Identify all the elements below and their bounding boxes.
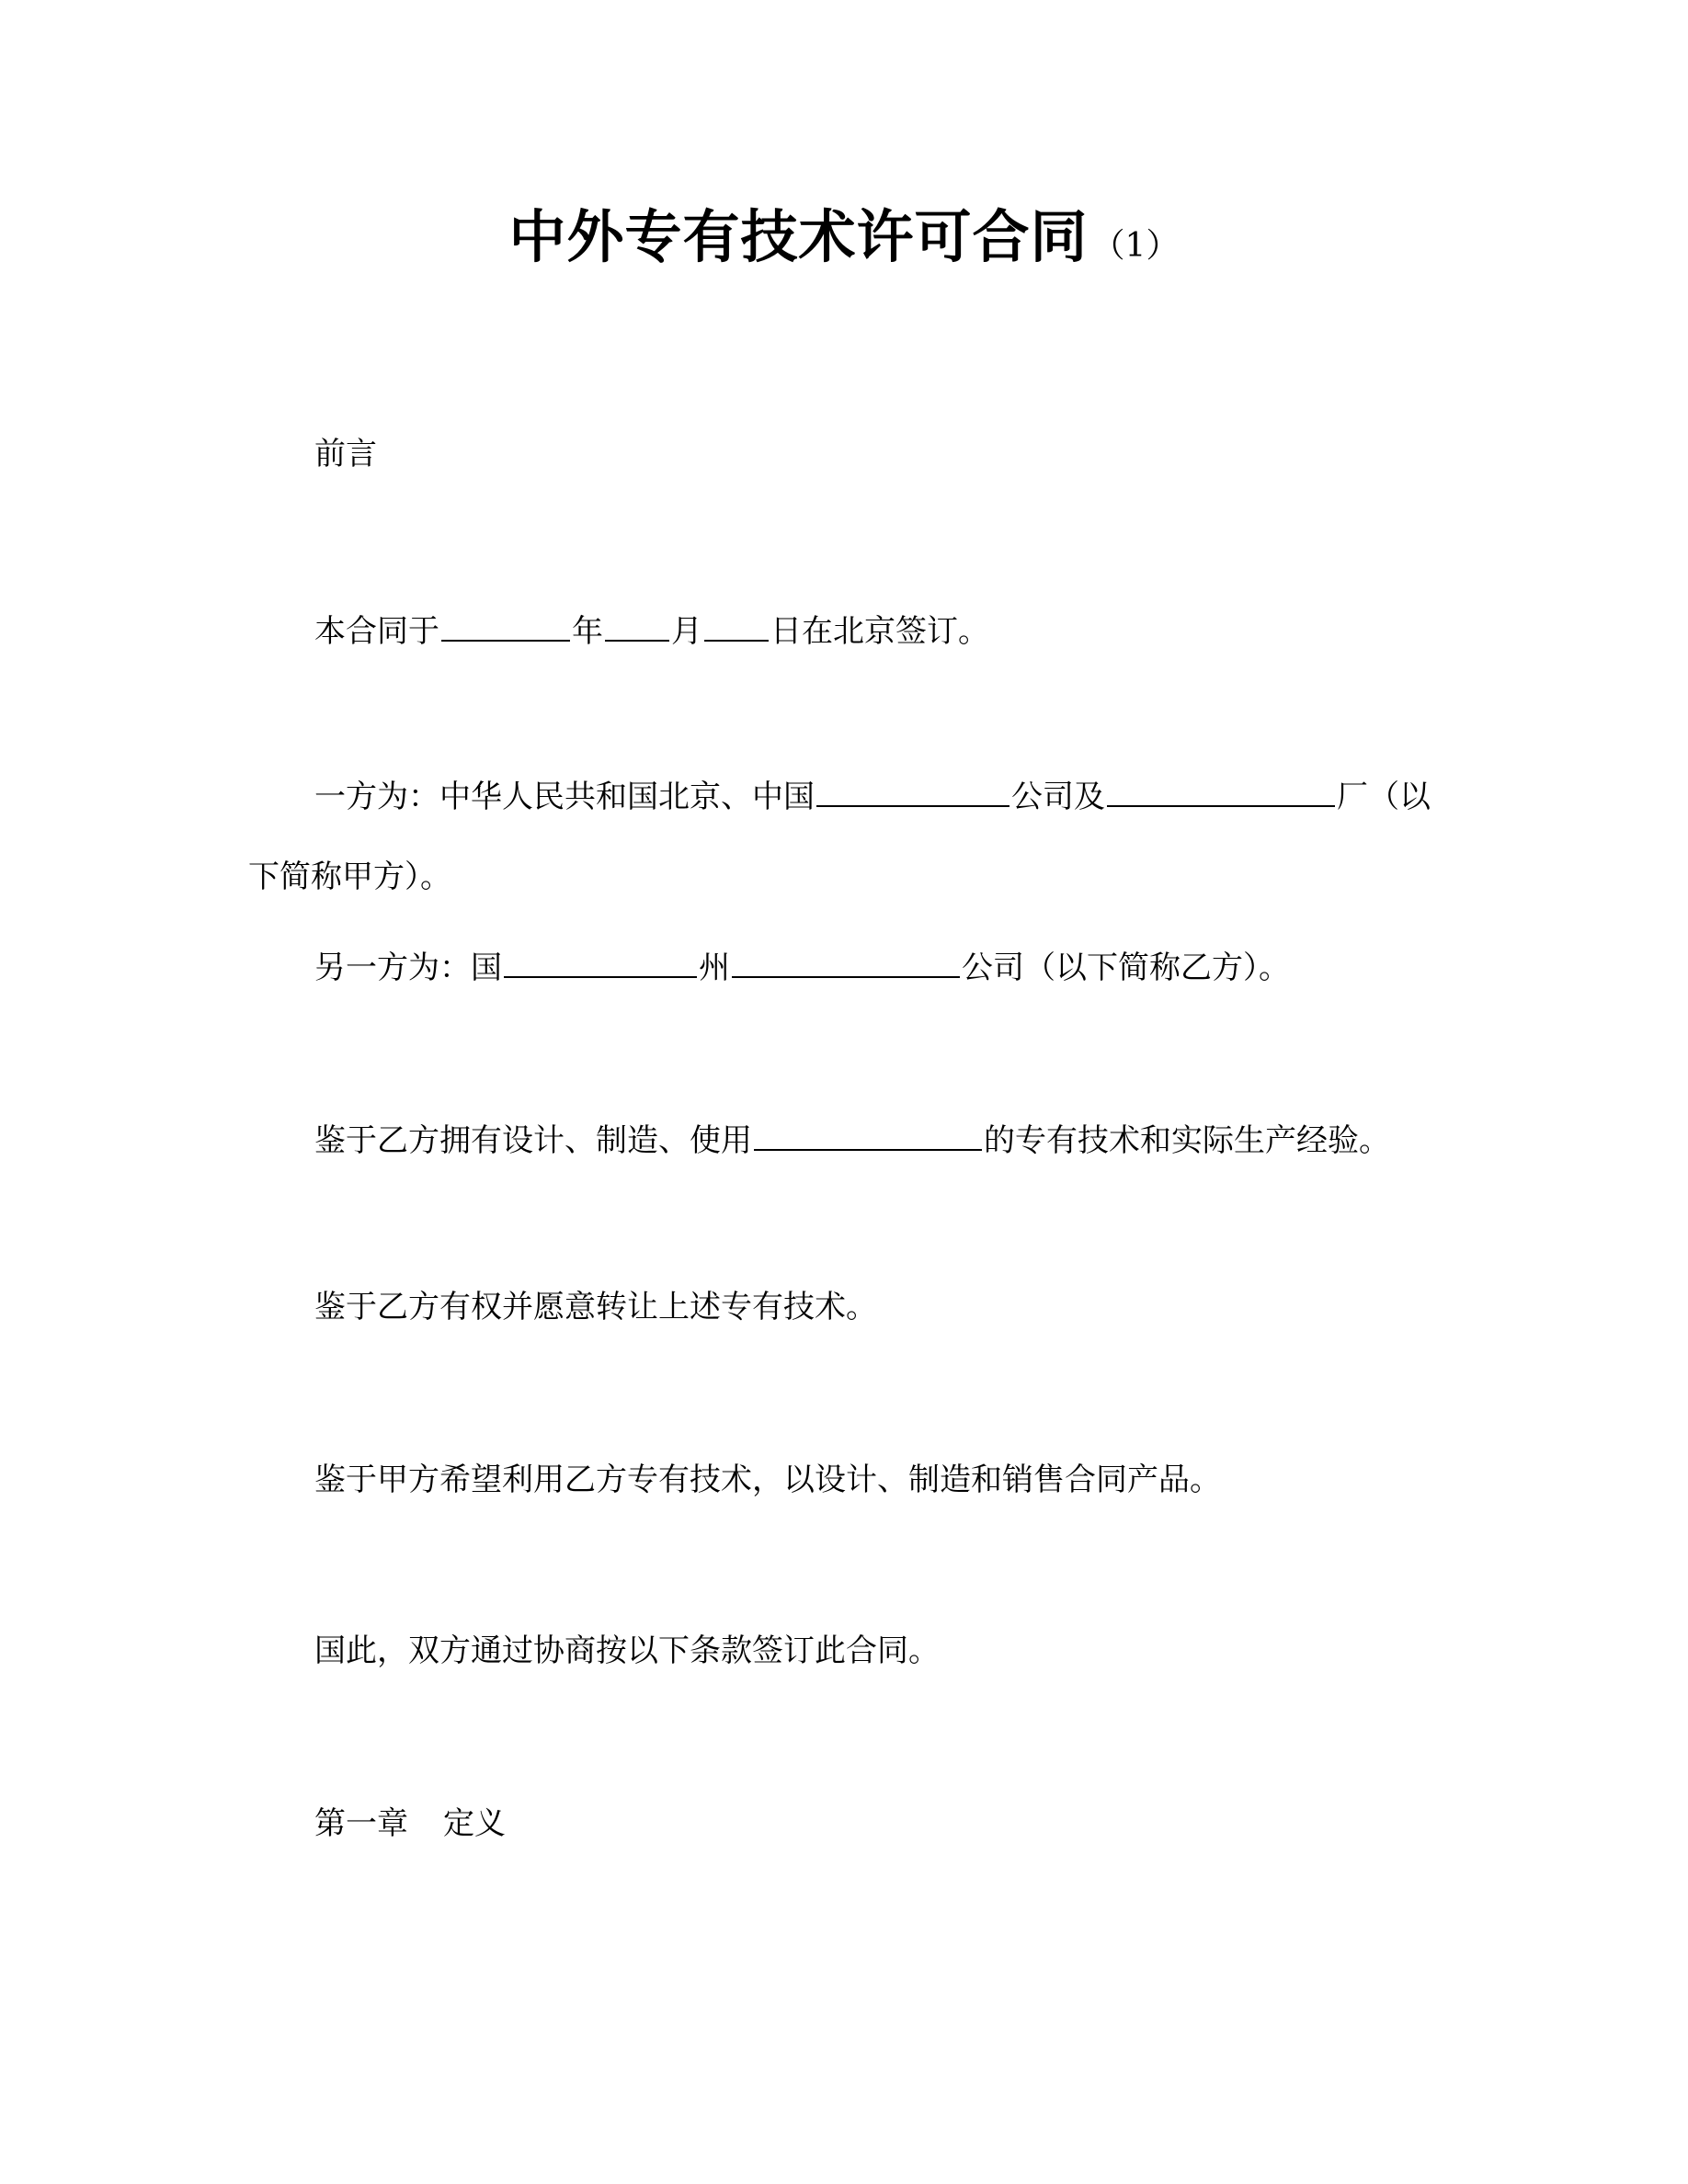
party-a-company-blank <box>816 770 1009 807</box>
document-title <box>0 200 1688 289</box>
title-text: 中外专有技术许可合同 <box>508 203 1089 270</box>
whereas-1-line <box>314 1114 1390 1163</box>
whereas-3-line: 鉴于甲方希望利用乙方专有技术，以设计、制造和销售合同产品。 <box>314 1462 1221 1498</box>
year-blank <box>441 605 570 642</box>
party-a-continuation: 下简称甲方）。 <box>248 859 451 895</box>
day-blank <box>704 605 769 642</box>
month-label: 月 <box>671 613 702 650</box>
chapter-1-number: 第一章 <box>314 1805 408 1842</box>
party-a-factory-blank <box>1107 770 1335 807</box>
chapter-1-name: 定义 <box>443 1805 506 1842</box>
party-a-mid: 公司及 <box>1011 779 1105 815</box>
party-b-suffix: 公司（以下简称乙方）。 <box>962 950 1290 986</box>
whereas-2-line: 鉴于乙方有权并愿意转让上述专有技术。 <box>314 1289 877 1325</box>
party-b-mid: 州 <box>699 950 730 986</box>
day-suffix: 日在北京签订。 <box>770 613 989 650</box>
party-a-prefix: 一方为：中华人民共和国北京、中国 <box>314 779 815 815</box>
party-b-company-blank <box>732 941 960 978</box>
chapter-1-heading <box>314 1802 506 1846</box>
party-a-line <box>314 770 1431 819</box>
party-b-prefix: 另一方为：国 <box>314 950 502 986</box>
preamble-heading: 前言 <box>314 436 377 472</box>
whereas-1-suffix: 的专有技术和实际生产经验。 <box>984 1122 1390 1159</box>
whereas-1-prefix: 鉴于乙方拥有设计、制造、使用 <box>314 1122 752 1159</box>
title-suffix: （1） <box>1091 227 1180 265</box>
party-b-line <box>314 941 1290 990</box>
signing-date-line <box>314 605 989 654</box>
whereas-1-blank <box>754 1114 982 1151</box>
year-label: 年 <box>572 613 603 650</box>
party-b-country-blank <box>504 941 697 978</box>
month-blank <box>605 605 669 642</box>
conclusion-line: 国此，双方通过协商按以下条款签订此合同。 <box>314 1632 940 1669</box>
signing-prefix: 本合同于 <box>314 613 439 650</box>
party-a-suffix: 厂（以 <box>1337 779 1431 815</box>
